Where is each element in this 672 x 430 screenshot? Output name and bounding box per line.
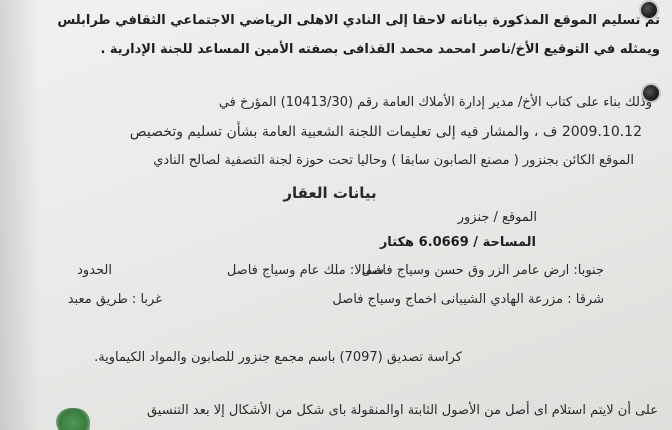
border-east: شرقا : مزرعة الهادي الشيبانى اخماج وسياج فاصل <box>332 292 604 307</box>
location-line: الموقع / جنزور <box>457 210 537 225</box>
certificate-line: كراسة تصديق (7097) باسم مجمع جنزور للصابون والمواد الكيماوية. <box>94 350 462 365</box>
area-line: المساحة / 6.0669 هكتار <box>379 235 536 250</box>
paragraph-line-7: على أن لايتم استلام اى أصل من الأصول الثابتة اوالمنقولة باى شكل من الأشكال إلا بعد التنسيق <box>146 403 658 418</box>
paragraph-line-3: وذلك بناء على كتاب الأخ/ مدير إدارة الأملاك العامة رقم (10413/30) المؤرخ في <box>218 95 652 110</box>
green-ink-mark <box>56 408 90 430</box>
paragraph-line-2: ويمثله في التوقيع الأخ/ناصر امحمد محمد القذافى بصفته الأمين المساعد للجنة الإدارية . <box>100 42 660 57</box>
property-data-heading: بيانات العقار <box>283 184 377 202</box>
page-shadow <box>0 0 40 430</box>
paragraph-line-4: 2009.10.12 ف ، والمشار فيه إلى تعليمات اللجنة الشعبية العامة بشأن تسليم وتخصيص <box>129 124 642 140</box>
border-south: جنوبا: ارض عامر الزر وق حسن وسياج فاصل <box>361 263 604 278</box>
borders-label: الحدود <box>77 263 112 278</box>
paragraph-line-1: تم تسليم الموقع المذكورة بياناته لاحقا إلى النادي الاهلى الرياضي الاجتماعي الثقافي طرابلس <box>57 13 660 28</box>
paragraph-line-5: الموقع الكائن بجنزور ( مصنع الصابون سابقا ) وحاليا تحت حوزة لجنة التصفية لصالح النادي <box>153 153 634 168</box>
border-north: شمالا: ملك عام وسياج فاصل <box>226 263 384 278</box>
border-west: غربا : طريق معبد <box>67 292 162 307</box>
